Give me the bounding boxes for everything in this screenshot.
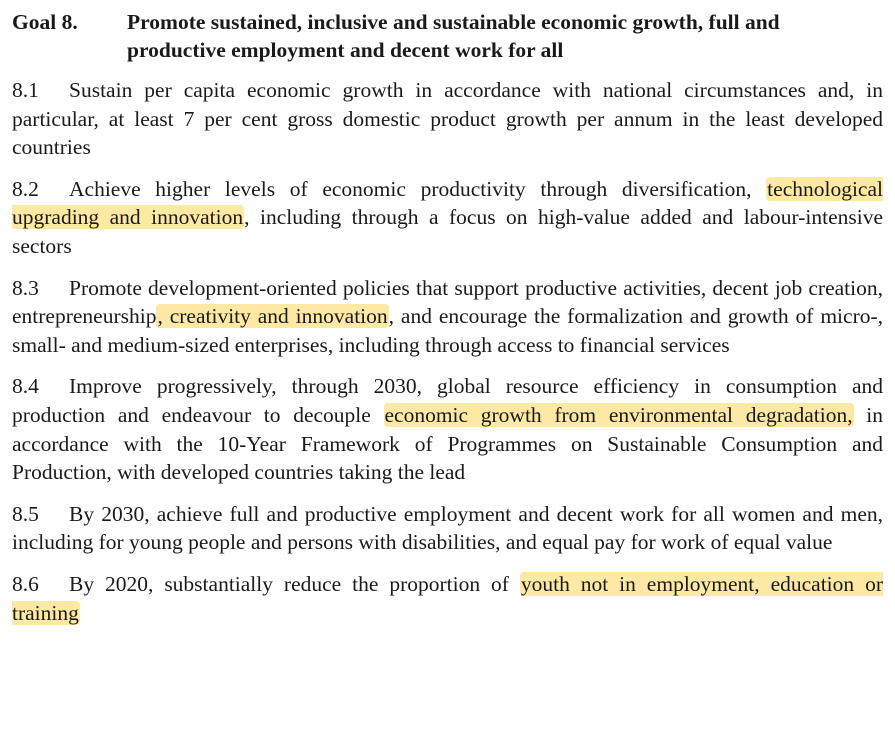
target-text: By 2020, substantially reduce the proportion of	[69, 571, 520, 596]
target-number: 8.6	[12, 571, 39, 596]
goal-number: Goal 8.	[12, 10, 78, 34]
target-number: 8.2	[12, 176, 39, 201]
goal-title: Promote sustained, inclusive and sustainable economic growth, full and productive employment and decent work for all	[127, 10, 780, 62]
highlighted-text: , creativity and innovation	[157, 304, 388, 329]
target-number: 8.5	[12, 501, 39, 526]
target-text: By 2030, achieve full and productive employment and decent work for all women and men, including for young people and persons with disabilities, and equal pay for work of equal value	[12, 501, 883, 555]
target-text: Promote development-oriented policies that support productive activities, decent job creation, entrepreneurship	[12, 275, 883, 329]
goal-heading	[12, 8, 883, 64]
highlighted-text: youth not in employment, education or training	[12, 571, 883, 625]
target-8-1	[12, 76, 883, 162]
target-text: , and encourage the formalization and growth of micro-, small- and medium-sized enterprises, including through access to financial services	[12, 304, 884, 357]
target-number: 8.1	[12, 78, 39, 102]
target-number: 8.3	[12, 275, 39, 300]
target-text: Sustain per capita economic growth in accordance with national circumstances and, in particular, at least 7 per cent gross domestic product growth per annum in the least developed countries	[12, 78, 883, 160]
highlighted-text: technological upgrading and innovation	[12, 176, 883, 230]
target-8-2	[12, 175, 883, 261]
target-8-6	[12, 570, 883, 627]
target-text: Achieve higher levels of economic productivity through diversification,	[69, 176, 767, 201]
target-8-5	[12, 500, 883, 557]
target-number: 8.4	[12, 374, 39, 399]
target-8-3	[12, 274, 883, 360]
target-8-4	[12, 372, 883, 486]
target-text: Improve progressively, through 2030, global resource efficiency in consumption and production and endeavour to decouple	[12, 374, 883, 427]
target-text: in accordance with the 10-Year Framework of Programmes on Sustainable Consumption and Production, with developed countries taking the lead	[12, 402, 883, 485]
target-text: , including through a focus on high-value added and labour-intensive sectors	[12, 205, 883, 258]
highlighted-text: economic growth from environmental degradation,	[384, 402, 853, 427]
